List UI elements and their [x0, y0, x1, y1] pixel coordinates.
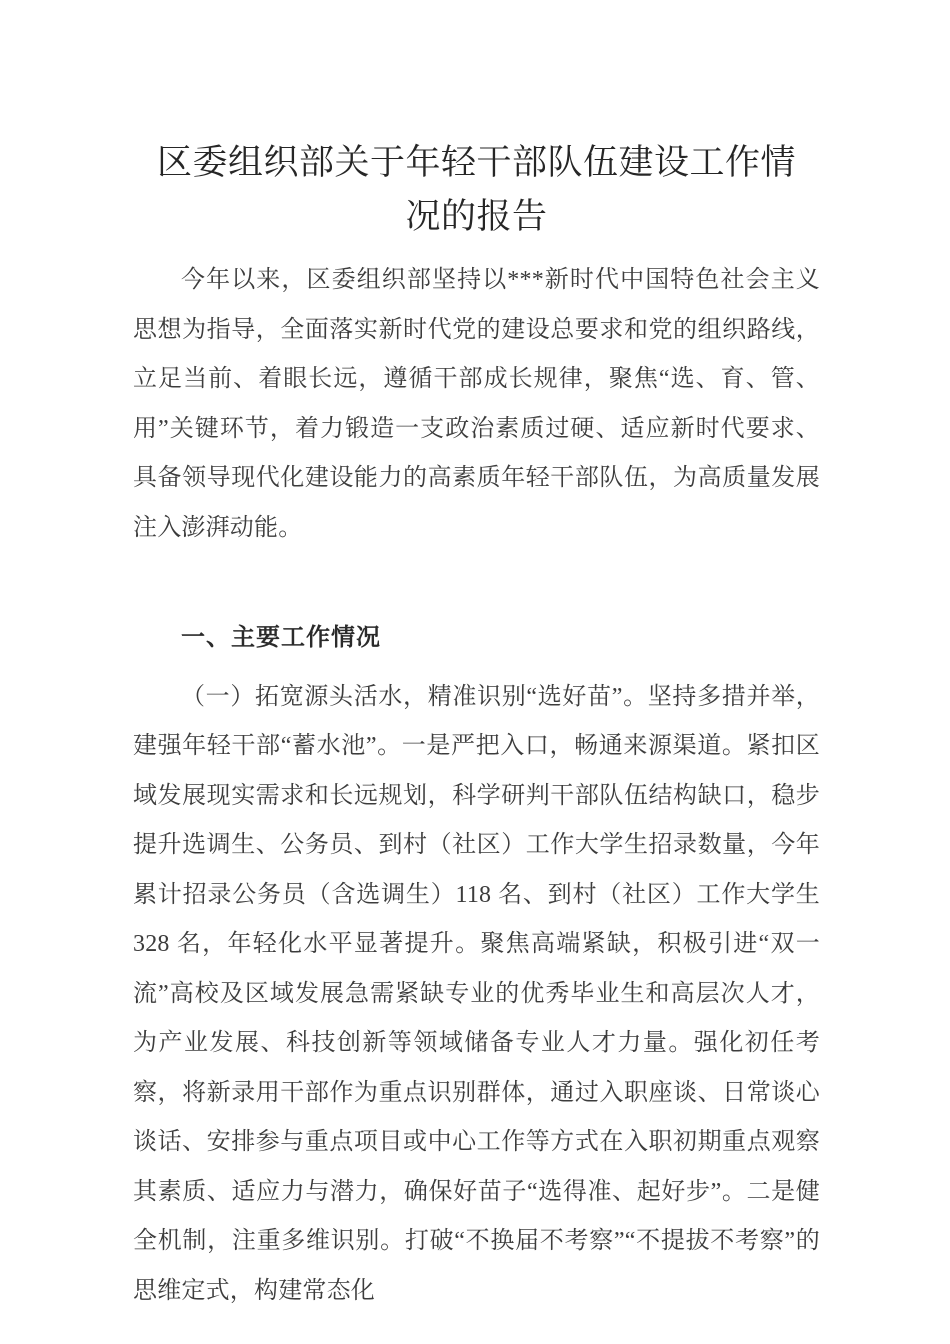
- document-title: 区委组织部关于年轻干部队伍建设工作情况的报告: [156, 143, 796, 236]
- section-one-heading: 一、主要工作情况: [181, 624, 381, 651]
- intro-paragraph: 今年以来，区委组织部坚持以***新时代中国特色社会主义思想为指导，全面落实新时代党的建设总要求和党的组织路线，立足当前、着眼长远，遵循干部成长规律，聚焦“选、育、管、用”关键环节，着力锻造一支政治素质过硬、适应新时代要求、具备领导现代化建设能力的高素质年轻干部队伍，为高质量发展注入澎湃动能。: [133, 267, 820, 541]
- section-one-paragraph: （一）拓宽源头活水，精准识别“选好苗”。坚持多措并举，建强年轻干部“蓄水池”。一是严把入口，畅通来源渠道。紧扣区域发展现实需求和长远规划，科学研判干部队伍结构缺口，稳步提升选调生、公务员、到村（社区）工作大学生招录数量，今年累计招录公务员（含选调生）118 名、到村（社区）工作大学生 328 名，年轻化水平显著提升。聚焦高端紧缺，积极引进“双一流”高校及区域发展急需紧缺专业的优秀毕业生和高层次人才，为产业发展、科技创新等领域储备专业人才力量。强化初任考察，将新录用干部作为重点识别群体，通过入职座谈、日常谈心谈话、安排参与重点项目或中心工作等方式在入职初期重点观察其素质、适应力与潜力，确保好苗子“选得准、起好步”。二是健全机制，注重多维识别。打破“不换届不考察”“不提拔不考察”的思维定式，构建常态化: [133, 683, 820, 1304]
